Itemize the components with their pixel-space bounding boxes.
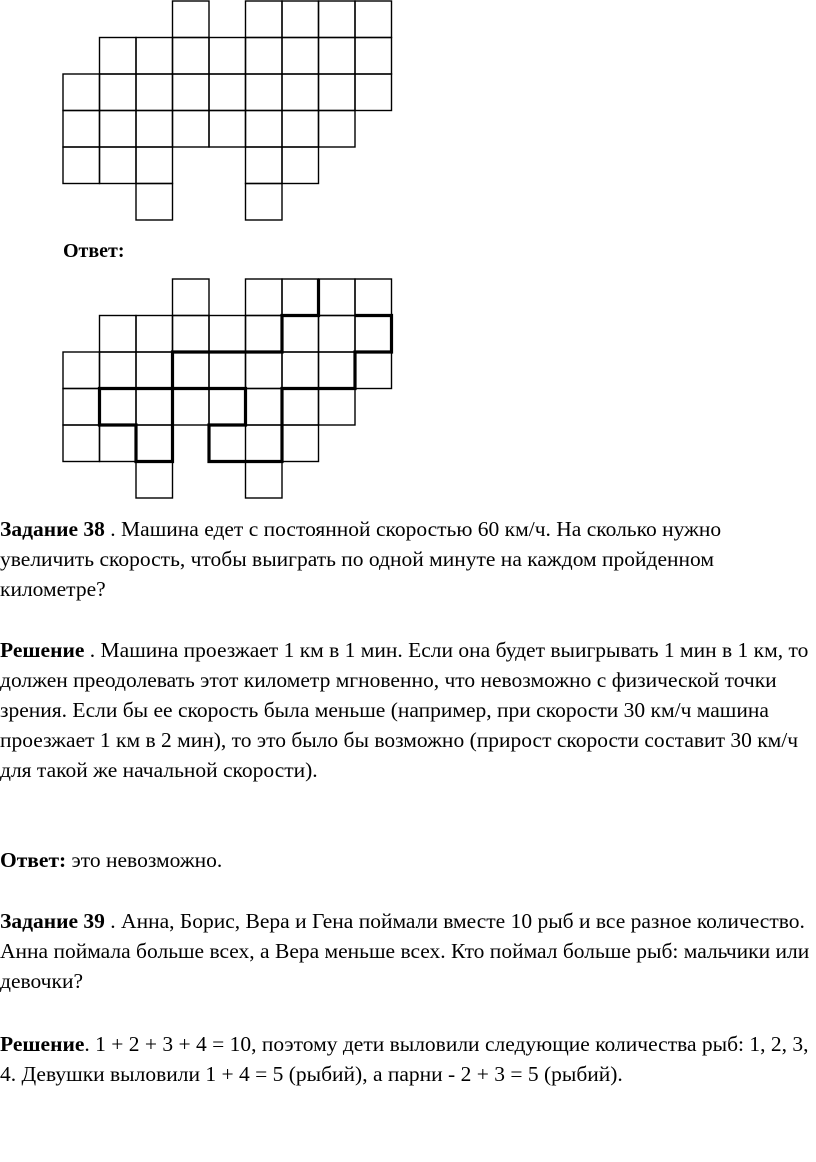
grid-cell <box>282 111 319 148</box>
grid-cell <box>209 316 246 353</box>
answer-38-text: это невозможно. <box>66 848 223 872</box>
grid-cell <box>63 147 100 184</box>
grid-cell <box>136 38 173 75</box>
grid-cell <box>63 389 100 426</box>
grid-cell <box>100 389 137 426</box>
grid-cell <box>282 279 319 316</box>
grid-cell <box>319 316 356 353</box>
task-39 <box>0 906 812 996</box>
grid-cell <box>136 74 173 111</box>
grid-cell <box>282 147 319 184</box>
solution-39-label: Решение <box>0 1032 85 1056</box>
task-38-text: . Машина едет с постоянной скоростью 60 км/ч. На сколько нужно увеличить скорость, чтобы выиграть по одной минуте на каждом пройденном километре? <box>0 517 722 601</box>
grid-cell <box>173 279 210 316</box>
grid-cell <box>136 184 173 221</box>
grid-cell <box>319 111 356 148</box>
grid-cell <box>319 38 356 75</box>
grid-cell <box>319 1 356 38</box>
grid-cell <box>136 147 173 184</box>
grid-cell <box>100 147 137 184</box>
grid-cell <box>173 74 210 111</box>
grid-cell <box>100 316 137 353</box>
grid-cell <box>100 38 137 75</box>
grid-cell <box>319 352 356 389</box>
grid-cell <box>282 316 319 353</box>
grid-cell <box>209 74 246 111</box>
grid-cell <box>246 1 283 38</box>
grid-cells <box>63 1 392 220</box>
task-39-label: Задание 39 <box>0 909 105 933</box>
grid-cell <box>173 111 210 148</box>
grid-cell <box>173 38 210 75</box>
grid-cell <box>319 74 356 111</box>
grid-cell <box>173 1 210 38</box>
grid-cell <box>246 147 283 184</box>
answer-label: Ответ: <box>63 240 125 262</box>
grid-cell <box>100 425 137 462</box>
grid-cell <box>136 425 173 462</box>
grid-cell <box>100 352 137 389</box>
answer-38 <box>0 845 812 875</box>
grid-cell <box>355 38 392 75</box>
grid-cell <box>63 74 100 111</box>
grid-cell <box>319 389 356 426</box>
grid-cell <box>355 1 392 38</box>
grid-cell <box>136 462 173 499</box>
answer-38-label: Ответ: <box>0 848 67 872</box>
solution-39-text: . 1 + 2 + 3 + 4 = 10, поэтому дети выловили следующие количества рыб: 1, 2, 3, 4. Девушки выловили 1 + 4 = 5 (рыбий), а парни - 2 + 3 = 5 (рыбий). <box>0 1032 809 1086</box>
grid-cell <box>246 279 283 316</box>
grid-cell <box>355 279 392 316</box>
grid-cell <box>209 389 246 426</box>
grid-cell <box>282 38 319 75</box>
grid-cell <box>209 111 246 148</box>
grid-cell <box>136 316 173 353</box>
solution-38-text: . Машина проезжает 1 км в 1 мин. Если она будет выигрывать 1 мин в 1 км, то должен преодолевать этот километр мгновенно, что невозможно с физической точки зрения. Если бы ее скорость была меньше (например, при скорости 30 км/ч машина проезжает 1 км в 2 мин), то это было бы возможно (прирост скорости составит 30 км/ч для такой же начальной скорости). <box>0 638 809 782</box>
grid-cell <box>136 389 173 426</box>
grid-figure <box>0 0 816 225</box>
grid-figure-solution <box>0 278 816 500</box>
grid-cell <box>246 316 283 353</box>
solution-39 <box>0 1029 812 1089</box>
grid-cell <box>246 184 283 221</box>
grid-cell <box>173 352 210 389</box>
grid-cell <box>282 1 319 38</box>
grid-cell <box>246 74 283 111</box>
solution-38-label: Решение <box>0 638 85 662</box>
grid-cell <box>282 425 319 462</box>
grid-cell <box>355 316 392 353</box>
grid-cell <box>246 462 283 499</box>
task-38-label: Задание 38 <box>0 517 105 541</box>
grid-cell <box>319 279 356 316</box>
grid-cell <box>136 111 173 148</box>
grid-cell <box>246 38 283 75</box>
grid-cell <box>282 352 319 389</box>
grid-cell <box>173 316 210 353</box>
solution-38 <box>0 635 812 785</box>
grid-cell <box>246 389 283 426</box>
grid-cell <box>63 425 100 462</box>
grid-cell <box>63 352 100 389</box>
grid-cell <box>100 74 137 111</box>
grid-cell <box>136 352 173 389</box>
grid-cell <box>355 352 392 389</box>
task-38 <box>0 514 812 604</box>
grid-cell <box>173 389 210 426</box>
grid-cell <box>282 74 319 111</box>
grid-cell <box>209 352 246 389</box>
grid-cell <box>246 111 283 148</box>
grid-cell <box>246 425 283 462</box>
grid-cell <box>246 352 283 389</box>
grid-cell <box>100 111 137 148</box>
grid-cell <box>355 74 392 111</box>
grid-cell <box>209 38 246 75</box>
grid-cell <box>63 111 100 148</box>
task-39-text: . Анна, Борис, Вера и Гена поймали вместе 10 рыб и все разное количество. Анна поймала больше всех, а Вера меньше всех. Кто поймал больше рыб: мальчики или девочки? <box>0 909 810 993</box>
grid-cell <box>282 389 319 426</box>
